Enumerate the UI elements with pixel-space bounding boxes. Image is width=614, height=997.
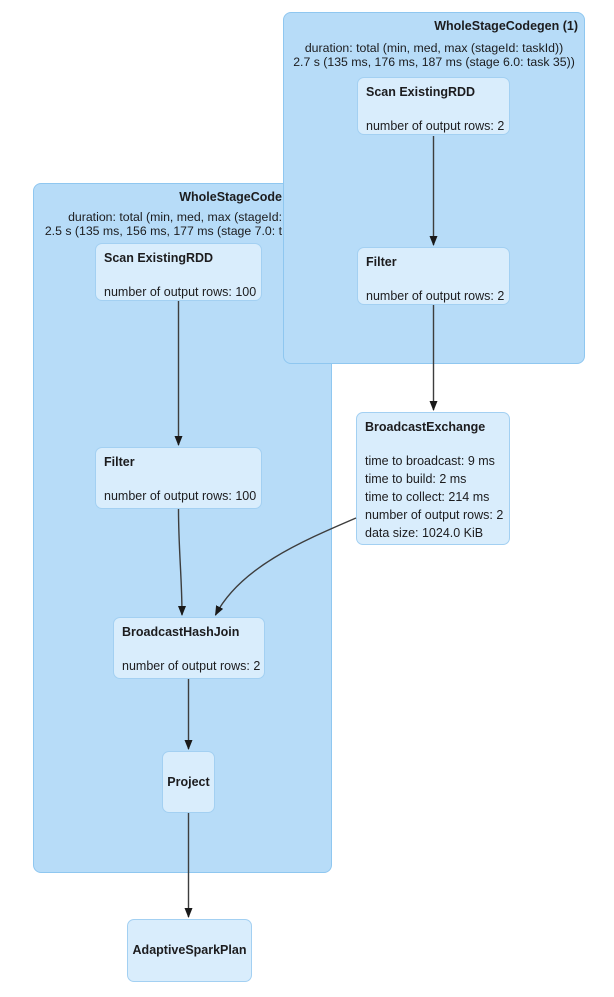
node-metric: number of output rows: 100 bbox=[104, 285, 257, 299]
node-metric: data size: 1024.0 KiB bbox=[365, 526, 484, 540]
cluster-1-duration-label: duration: total (min, med, max (stageId: taskId)) bbox=[304, 41, 564, 55]
cluster-1-duration-value: 2.7 s (135 ms, 176 ms, 187 ms (stage 6.0: task 35)) bbox=[293, 54, 575, 69]
node-title: AdaptiveSparkPlan bbox=[132, 943, 247, 957]
node-title: Filter bbox=[366, 255, 397, 269]
broadcastexchange-node[interactable] bbox=[356, 412, 510, 545]
node-title: Filter bbox=[104, 455, 135, 469]
node-metric: number of output rows: 2 bbox=[366, 289, 505, 303]
filter-node-left[interactable] bbox=[95, 447, 262, 509]
adaptivesparkplan-node[interactable] bbox=[127, 919, 252, 982]
node-title: Scan ExistingRDD bbox=[104, 251, 214, 265]
filter-node-right[interactable] bbox=[357, 247, 510, 305]
node-metric: number of output rows: 100 bbox=[104, 489, 257, 503]
project-node[interactable] bbox=[162, 751, 215, 813]
scan-existingrdd-node-left[interactable] bbox=[95, 243, 262, 301]
node-title: Scan ExistingRDD bbox=[366, 85, 476, 99]
cluster-2-duration-label: duration: total (min, med, max (stageId: bbox=[68, 210, 282, 224]
cluster-1-title: WholeStageCodegen (1) bbox=[434, 19, 578, 33]
node-metric: time to broadcast: 9 ms bbox=[365, 454, 495, 468]
node-metric: time to build: 2 ms bbox=[365, 472, 467, 486]
cluster-2-duration bbox=[45, 211, 282, 238]
node-title: BroadcastHashJoin bbox=[122, 625, 240, 639]
node-metric: time to collect: 214 ms bbox=[365, 490, 490, 504]
node-metric: number of output rows: 2 bbox=[366, 119, 505, 133]
node-title: Project bbox=[167, 774, 210, 789]
scan-existingrdd-node-right[interactable] bbox=[357, 77, 510, 135]
cluster-2-duration-value: 2.5 s (135 ms, 156 ms, 177 ms (stage 7.0: t bbox=[44, 223, 282, 238]
broadcasthashjoin-node[interactable] bbox=[113, 617, 265, 679]
node-metric: number of output rows: 2 bbox=[122, 659, 261, 673]
cluster-1-duration bbox=[284, 42, 584, 69]
node-metric: number of output rows: 2 bbox=[365, 508, 504, 522]
node-title: BroadcastExchange bbox=[365, 420, 486, 434]
wholestagecodegen-1-cluster bbox=[283, 12, 585, 364]
cluster-2-title: WholeStageCode bbox=[179, 190, 282, 204]
